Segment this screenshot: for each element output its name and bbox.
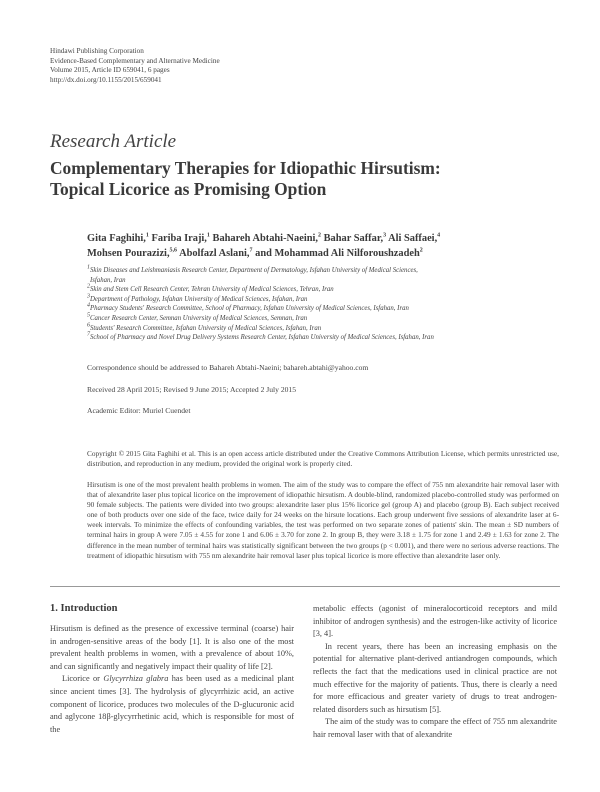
author: and Mohammad Ali Nilforoushzadeh$^2$ xyxy=(255,247,423,259)
affiliation: Isfahan, Iran xyxy=(90,276,126,284)
section-heading: 1. Introduction xyxy=(50,603,118,614)
author: Ali Saffaei,$^4$ xyxy=(388,232,441,244)
correspondence: Correspondence should be addressed to Bahareh Abtahi-Naeini; bahareh.abtahi@yahoo.com xyxy=(87,363,369,372)
section-divider xyxy=(50,586,560,587)
paragraph: The aim of the study was to compare the effect of 755 nm alexandrite hair removal laser with that of alexandrite xyxy=(313,717,557,739)
affiliation: $^5$Cancer Research Center, Semnan University of Medical Sciences, Semnan, Iran xyxy=(87,312,308,322)
article-type: Research Article xyxy=(50,131,177,152)
journal-header xyxy=(50,47,220,85)
affiliation: $^7$School of Pharmacy and Novel Drug Delivery Systems Research Center, Isfahan University of Medical Sciences, Isfahan, Iran xyxy=(87,331,434,342)
left-column xyxy=(50,623,294,736)
title-line-2: Topical Licorice as Promising Option xyxy=(50,179,327,199)
paper-title xyxy=(50,158,570,200)
species-name: Glycyrrhiza glabra xyxy=(103,674,169,684)
paragraph: metabolic effects (agonist of mineralocorticoid receptors and mild inhibitor of androgen synthesis) and the estrogen-like activity of licorice [3, 4]. xyxy=(313,604,557,639)
right-column xyxy=(313,603,557,742)
paragraph: Hirsutism is defined as the presence of excessive terminal (coarse) hair in androgen-sensitive areas of the body [1]. It is also one of the most prevalent health problems in women, with a prevalence of about 10%, and can significantly and negatively impact their quality of life [2]. xyxy=(50,624,294,671)
title-line-1: Complementary Therapies for Idiopathic Hirsutism: xyxy=(50,158,441,178)
journal-name: Evidence-Based Complementary and Alternative Medicine xyxy=(50,56,220,65)
abstract: Hirsutism is one of the most prevalent health problems in women. The aim of the study was to compare the effect of 755 nm alexandrite hair removal laser with that of alexandrite laser plus topical licorice on the improvement of idiopathic hirsutism. A double-blind, randomized placebo-controlled study was performed on 90 female subjects. The patients were divided into two groups: alexandrite laser plus 15% licorice gel (group A) and placebo (group B). Each subject received one of both products over one side of the face, twice daily for 24 weeks on the hirsute locations. Each group underwent five sessions of alexandrite laser at 6-week intervals. To minimize the effects of confounding variables, the test was performed on two separate zones of patients' skin. The mean ± SD numbers of terminal hairs in group A were 7.05 ± 4.55 for zone 1 and 6.06 ± 3.70 for zone 2. In group B, they were 3.18 ± 1.75 for zone 1 and 2.49 ± 1.63 for zone 2. The difference in the mean number of terminal hairs was statistically significant between the two groups (p < 0.001), and there were no serious adverse reactions. The treatment of idiopathic hirsutism with 755 nm alexandrite hair removal laser plus topical licorice is more effective than alexandrite laser only. xyxy=(87,480,559,560)
copyright-notice: Copyright © 2015 Gita Faghihi et al. This is an open access article distributed under the Creative Commons Attribution License, which permits unrestricted use, distribution, and reproduction in any medium, provided the original work is properly cited. xyxy=(87,449,559,469)
affiliation-list xyxy=(87,266,567,343)
paragraph: Licorice or Glycyrrhiza glabra has been used as a medicinal plant since ancient times [3]. The hydrolysis of glycyrrhizic acid, an active component of licorice, produces two molecules of the D-glucuronic acid and aglycone 18β-glycyrrhetinic acid, which is responsible for most of the xyxy=(50,674,294,734)
author: Gita Faghihi,$^1$ xyxy=(87,232,149,244)
author: Abolfazl Aslani,$^7$ xyxy=(179,247,253,259)
author-list xyxy=(87,231,567,261)
author: Mohsen Pourazizi,$^{5,6}$ xyxy=(87,247,178,259)
affiliation: $^3$Department of Pathology, Isfahan University of Medical Sciences, Isfahan, Iran xyxy=(87,293,308,303)
doi-link[interactable]: http://dx.doi.org/10.1155/2015/659041 xyxy=(50,75,162,84)
affiliation: $^4$Pharmacy Students' Research Committee, School of Pharmacy, Isfahan University of Medical Sciences, Isfahan, Iran xyxy=(87,303,409,313)
volume-info: Volume 2015, Article ID 659041, 6 pages xyxy=(50,66,170,75)
publisher: Hindawi Publishing Corporation xyxy=(50,47,144,55)
affiliation: $^1$Skin Diseases and Leishmaniasis Research Center, Department of Dermatology, Isfahan University of Medical Sciences, xyxy=(87,264,418,274)
author: Bahareh Abtahi-Naeini,$^2$ xyxy=(212,232,321,244)
author: Bahar Saffar,$^3$ xyxy=(323,232,387,244)
affiliation: $^6$Students' Research Committee, Isfahan University of Medical Sciences, Isfahan, Iran xyxy=(87,322,322,332)
academic-editor: Academic Editor: Muriel Cuendet xyxy=(87,406,191,415)
affiliation: $^2$Skin and Stem Cell Research Center, Tehran University of Medical Sciences, Tehran, Iran xyxy=(87,283,334,294)
received-dates: Received 28 April 2015; Revised 9 June 2015; Accepted 2 July 2015 xyxy=(87,385,297,394)
paragraph: In recent years, there has been an increasing emphasis on the potential for alternative plant-derived antiandrogen compounds, which reflects the fact that the medications used in clinical practice are not much effective for the majority of patients. Thus, there is clearly a need for more efficacious and greater variety of drugs to treat androgen-related disorders such as hirsutism [5]. xyxy=(313,641,557,714)
author: Fariba Iraji,$^1$ xyxy=(151,232,210,244)
